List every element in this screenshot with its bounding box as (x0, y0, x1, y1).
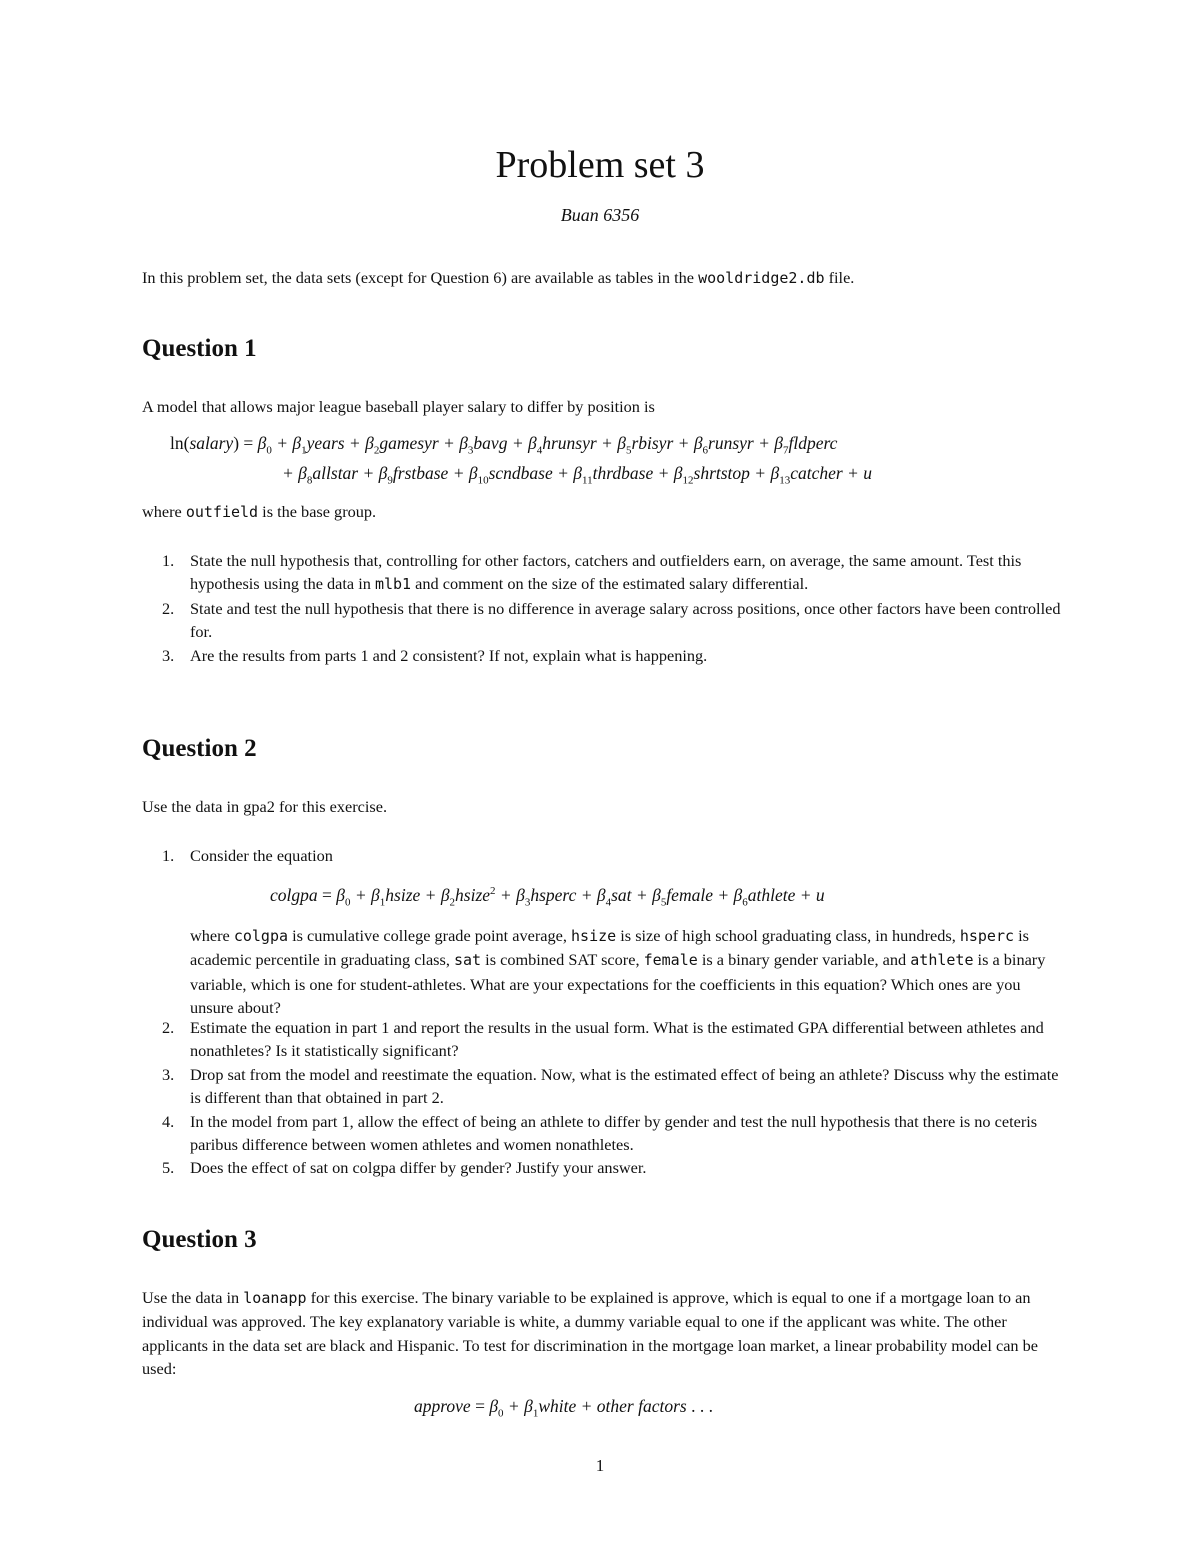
approve-equation: approve = $\beta_0$ + $\beta_1white$ + other factors . . . (414, 1396, 713, 1420)
question-2-heading: Question 2 (142, 735, 257, 762)
question-3-paragraph: Use the data in loanapp for this exercise. The binary variable to be explained is approve, which is equal to one if a mortgage loan to an individual was approved. The key explanatory variable is white, a dummy variable equal to one if the applicant was white. The other applicants in the data set are black and Hispanic. To test for discrimination in the mortgage loan market, a linear probability model can be used: (142, 1288, 1039, 1379)
mlb1-code: mlb1 (374, 575, 412, 594)
question-2-item-1-lead: 1. Consider the equation (162, 846, 333, 865)
page-author: Buan 6356 (560, 205, 640, 225)
question-2-intro: Use the data in gpa2 for this exercise. (142, 797, 388, 816)
question-1-base-group: where outfield is the base group. (142, 502, 377, 521)
intro-text-end: file. (824, 268, 855, 287)
outfield-code: outfield (185, 503, 259, 521)
list-item: 4. In the model from part 1, allow the effect of being an athlete to differ by gender and test the null hypothesis that there is no ceteris paribus difference between women athletes and women nonathletes. (162, 1111, 1038, 1155)
salary-equation-line-2: + $\beta_8allstar$ + $\beta_9frstbase$ + $\beta_{10}scndbase$ + $\beta_{11}thrdbase$ + $\beta_{12}shrtstop$ + $\beta_{13}catcher + u$ (282, 463, 872, 487)
question-1-intro: A model that allows major league baseball player salary to differ by position is (142, 397, 655, 416)
question-1-heading: Question 1 (142, 335, 257, 362)
salary-equation-line-1: ln(salary) = $\beta_0$ + $\beta_1years$ + $\beta_2gamesyr$ + $\beta_3bavg$ + $\beta_4hrunsyr$ + $\beta_5rbisyr$ + $\beta_6runsyr$ + $\beta_7fldperc$ (170, 433, 838, 457)
list-item: 1. State the null hypothesis that, controlling for other factors, catchers and outfielders earn, on average, the same amount. Test this hypothesis using the data in mlb1 and comment on the size of the estimated salary differential. (162, 551, 1022, 594)
colgpa-equation: colgpa = $\beta_0$ + $\beta_1hsize$ + $\beta_2hsize^2$ + $\beta_3hsperc + \beta_4sat$ + $\beta_5female$ + $\beta_6athlete + u$ (270, 885, 825, 909)
intro-paragraph (142, 266, 1062, 290)
list-item: 3. Drop sat from the model and reestimate the equation. Now, what is the estimated effect of being an athlete? Discuss why the estimate is different than that obtained in part 2. (162, 1064, 1059, 1108)
intro-code: wooldridge2.db (698, 269, 825, 287)
page-title: Problem set 3 (495, 144, 705, 186)
question-2-list (142, 1016, 1062, 1180)
page-number: 1 (595, 1456, 605, 1475)
list-item: 2. State and test the null hypothesis that there is no difference in average salary across positions, once other factors have been controlled for. (162, 598, 1061, 642)
list-item: 3. Are the results from parts 1 and 2 consistent? If not, explain what is happening. (162, 645, 708, 665)
list-item: 2. Estimate the equation in part 1 and report the results in the usual form. What is the estimated GPA differential between athletes and nonathletes? Is it statistically significant? (162, 1018, 1044, 1061)
question-1-list (142, 549, 1062, 667)
list-item: 5. Does the effect of sat on colgpa differ by gender? Justify your answer. (162, 1158, 647, 1178)
intro-text: In this problem set, the data sets (except for Question 6) are available as tables in the (142, 268, 699, 287)
loanapp-code: loanapp (243, 1289, 307, 1307)
question-2-variable-definitions: where colgpa is cumulative college grade point average, hsize is size of high school graduating class, in hundreds, hsperc is academic percentile in graduating class, sat is combined SAT score, female is a binary gender variable, and athlete is a binary variable, which is one for student-athletes. What are your expectations for the coefficients in this equation? Which ones are you unsure about? (190, 926, 1046, 1018)
question-3-heading: Question 3 (142, 1226, 257, 1253)
